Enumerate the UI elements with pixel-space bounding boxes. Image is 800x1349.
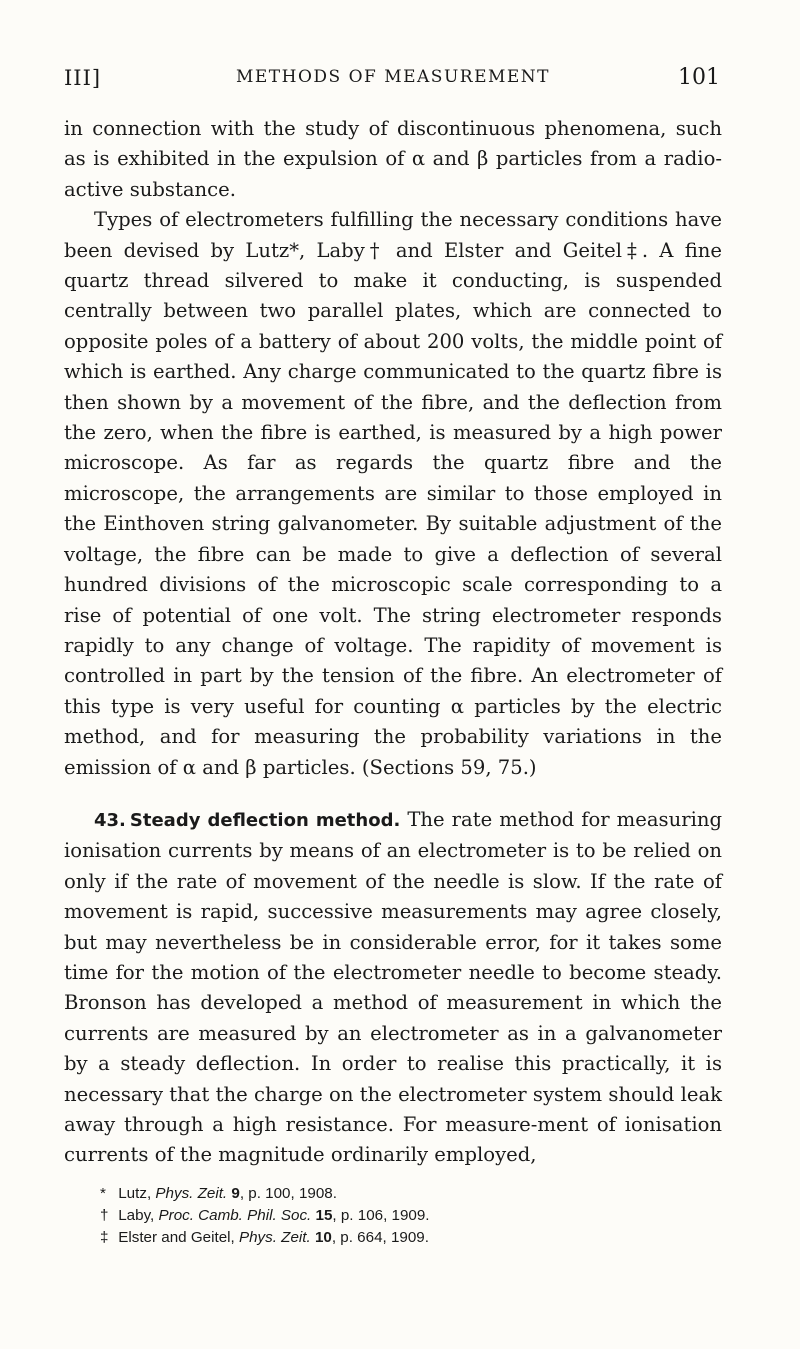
footnote-author: Lutz, xyxy=(118,1184,152,1202)
footnote-author: Laby, xyxy=(118,1206,155,1224)
footnote-mark: † xyxy=(100,1206,109,1224)
footnote-journal: Proc. Camb. Phil. Soc. xyxy=(158,1206,312,1224)
footnotes xyxy=(64,1183,722,1249)
chapter-number: III] xyxy=(64,66,102,90)
footnote-citation: , p. 100, 1908. xyxy=(239,1184,337,1202)
footnote-citation: , p. 664, 1909. xyxy=(331,1228,429,1246)
footnote-author: Elster and Geitel, xyxy=(118,1228,235,1246)
section-43 xyxy=(64,805,722,1171)
footnote-journal: Phys. Zeit. xyxy=(238,1228,311,1246)
section-body: The rate method for measuring ionisation currents by means of an electrometer is to be relied on only if the rate of movement of the needle is slow. If the rate of movement is rapid, successive measurements may agree closely, but may nevertheless be in considerable error, for it takes some time for the motion of the electrometer needle to become steady. Bronson has developed a method of measurement in which the currents are measured by an electrometer as in a galvanometer by a steady deflection. In order to realise this practically, it is necessary that the charge on the electrometer system should leak away through a high resistance. For measure-ment of ionisation currents of the magnitude ordinarily employed, xyxy=(64,807,722,1167)
footnote xyxy=(100,1183,722,1205)
section-number: 43. xyxy=(94,809,126,831)
footnote-volume: 9 xyxy=(231,1184,240,1202)
footnote-mark: * xyxy=(100,1184,106,1202)
footnote-mark: ‡ xyxy=(100,1228,109,1246)
footnote-journal: Phys. Zeit. xyxy=(155,1184,228,1202)
body-text xyxy=(64,114,722,1171)
footnote xyxy=(100,1227,722,1249)
running-title: METHODS OF MEASUREMENT xyxy=(235,67,551,87)
footnote xyxy=(100,1205,722,1227)
footnote-volume: 10 xyxy=(314,1228,332,1246)
footnote-citation: , p. 106, 1909. xyxy=(332,1206,430,1224)
footnote-volume: 15 xyxy=(315,1206,333,1224)
section-title: Steady deflection method. xyxy=(129,809,401,831)
page-number: 101 xyxy=(678,65,720,90)
paragraph-electrometers: Types of electrometers fulfilling the necessary conditions have been devised by Lutz*, Laby† and Elster and Geitel‡. A fine quartz thread silvered to make it conducting, is suspended centrally between two parallel plates, which are connected to opposite poles of a battery of about 200 volts, the middle point of which is earthed. Any charge communicated to the quartz fibre is then shown by a movement of the fibre, and the deflection from the zero, when the fibre is earthed, is measured by a high power microscope. As far as regards the quartz fibre and the microscope, the arrangements are similar to those employed in the Einthoven string galvanometer. By suitable adjustment of the voltage, the fibre can be made to give a deflection of several hundred divisions of the microscopic scale corresponding to a rise of potential of one volt. The string electrometer responds rapidly to any change of voltage. The rapidity of movement is controlled in part by the tension of the fibre. An electrometer of this type is very useful for counting α particles by the electric method, and for measuring the probability variations in the emission of α and β particles. (Sections 59, 75.) xyxy=(64,208,722,779)
running-header xyxy=(64,66,722,100)
book-page xyxy=(64,0,722,1249)
paragraph-continuation: in connection with the study of discontinuous phenomena, such as is exhibited in the expulsion of α and β particles from a radio-active substance. xyxy=(64,117,722,201)
